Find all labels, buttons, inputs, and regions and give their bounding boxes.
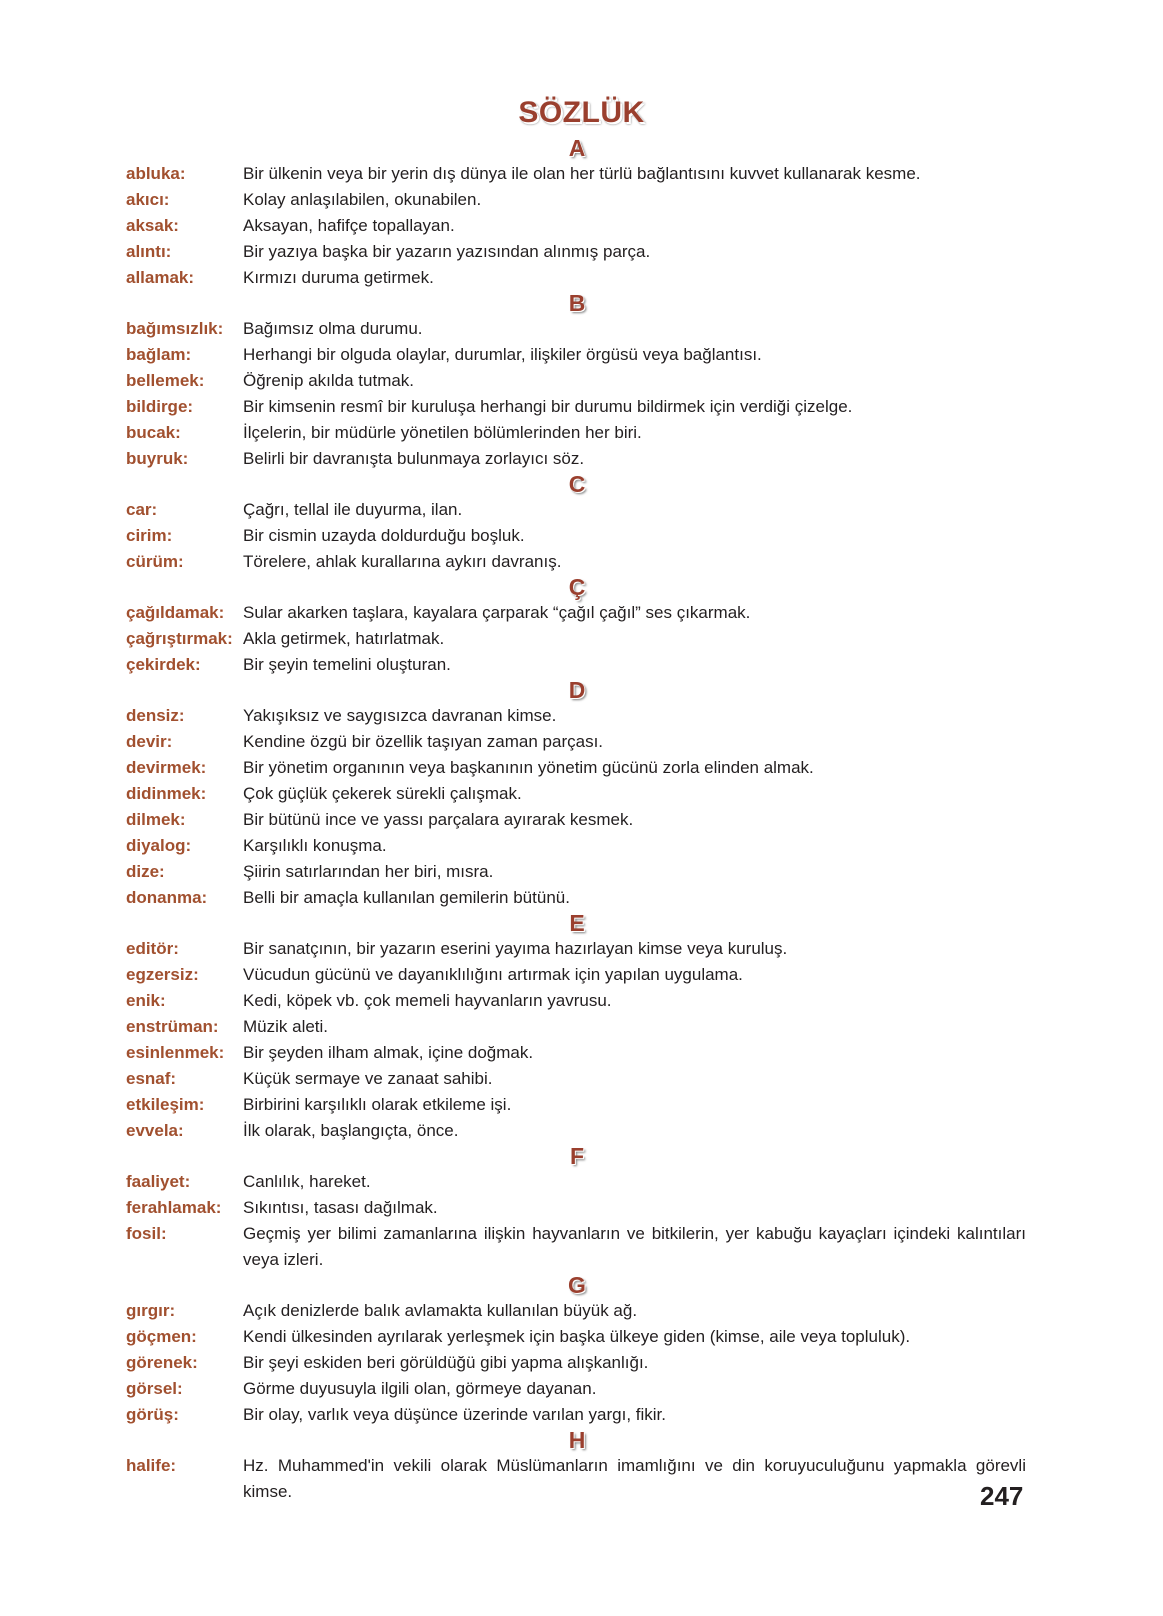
section-letter: G	[568, 1272, 586, 1298]
dictionary-entry	[126, 859, 1036, 885]
entry-term: halife:	[126, 1456, 177, 1475]
entry-term: cürüm:	[126, 552, 184, 571]
entry-term: akıcı:	[126, 190, 170, 209]
dictionary-entry	[126, 729, 1036, 755]
dictionary-list	[126, 136, 1036, 1505]
entry-definition: Vücudun gücünü ve dayanıklılığını artırmak için yapılan uygulama.	[243, 965, 743, 984]
entry-definition: Bir ülkenin veya bir yerin dış dünya ile olan her türlü bağlantısını kuvvet kullanarak kesme.	[243, 164, 921, 183]
dictionary-entry	[126, 213, 1036, 239]
entry-definition: Bir yönetim organının veya başkanının yönetim gücünü zorla elinden almak.	[243, 758, 814, 777]
dictionary-entry	[126, 1376, 1036, 1402]
dictionary-entry	[126, 1169, 1036, 1195]
entry-definition: Karşılıklı konuşma.	[243, 836, 387, 855]
dictionary-entry	[126, 316, 1036, 342]
entry-term: çekirdek:	[126, 655, 201, 674]
dictionary-entry	[126, 833, 1036, 859]
entry-definition: Öğrenip akılda tutmak.	[243, 371, 415, 390]
entry-definition: Akla getirmek, hatırlatmak.	[243, 629, 445, 648]
entry-term: egzersiz:	[126, 965, 199, 984]
entry-definition: Sular akarken taşlara, kayalara çarparak “çağıl çağıl” ses çıkarmak.	[243, 603, 751, 622]
dictionary-entry	[126, 600, 1036, 626]
entry-term: diyalog:	[126, 836, 192, 855]
section-letter: H	[568, 1427, 586, 1453]
entry-definition: İlk olarak, başlangıçta, önce.	[243, 1121, 459, 1140]
entry-term: donanma:	[126, 888, 208, 907]
entry-term: devir:	[126, 732, 173, 751]
entry-definition: Bir olay, varlık veya düşünce üzerinde varılan yargı, fikir.	[243, 1405, 666, 1424]
entry-definition: Aksayan, hafifçe topallayan.	[243, 216, 455, 235]
entry-term: enik:	[126, 991, 166, 1010]
entry-term: car:	[126, 500, 158, 519]
dictionary-entry	[126, 626, 1036, 652]
entry-term: bucak:	[126, 423, 181, 442]
entry-term: fosil:	[126, 1224, 167, 1243]
entry-term: dize:	[126, 862, 165, 881]
entry-term: esinlenmek:	[126, 1043, 225, 1062]
entry-term: densiz:	[126, 706, 185, 725]
entry-term: bağlam:	[126, 345, 192, 364]
entry-definition: Bir kimsenin resmî bir kuruluşa herhangi bir durumu bildirmek için verdiği çizelge.	[243, 397, 853, 416]
section-letter: Ç	[568, 574, 586, 600]
dictionary-entry	[126, 239, 1036, 265]
entry-term: göçmen:	[126, 1327, 197, 1346]
dictionary-entry	[126, 265, 1036, 291]
entry-term: görsel:	[126, 1379, 183, 1398]
entry-term: allamak:	[126, 268, 195, 287]
dictionary-entry	[126, 885, 1036, 911]
dictionary-entry	[126, 1402, 1036, 1428]
entry-term: devirmek:	[126, 758, 207, 777]
dictionary-entry	[126, 988, 1036, 1014]
dictionary-entry	[126, 781, 1036, 807]
entry-term: gırgır:	[126, 1301, 176, 1320]
entry-term: çağıldamak:	[126, 603, 225, 622]
entry-definition: Kendine özgü bir özellik taşıyan zaman parçası.	[243, 732, 604, 751]
entry-term: bağımsızlık:	[126, 319, 224, 338]
entry-definition: Bir bütünü ince ve yassı parçalara ayırarak kesmek.	[243, 810, 634, 829]
dictionary-entry	[126, 1040, 1036, 1066]
dictionary-entry	[126, 962, 1036, 988]
dictionary-entry	[126, 1195, 1036, 1221]
entry-definition: Bir şeyin temelini oluşturan.	[243, 655, 451, 674]
entry-term: buyruk:	[126, 449, 189, 468]
dictionary-entry	[126, 549, 1036, 575]
dictionary-entry	[126, 420, 1036, 446]
entry-definition: Törelere, ahlak kurallarına aykırı davranış.	[243, 552, 562, 571]
entry-term: faaliyet:	[126, 1172, 191, 1191]
section-letter: C	[568, 471, 586, 497]
entry-definition: Geçmiş yer bilimi zamanlarına ilişkin hayvanların ve bitkilerin, yer kabuğu kayaçları içindeki kalıntıları veya izleri.	[243, 1224, 1026, 1269]
dictionary-entry	[126, 652, 1036, 678]
dictionary-entry	[126, 446, 1036, 472]
entry-definition: Belli bir amaçla kullanılan gemilerin bütünü.	[243, 888, 570, 907]
section-letter: A	[568, 135, 586, 161]
entry-term: etkileşim:	[126, 1095, 205, 1114]
entry-definition: Bir yazıya başka bir yazarın yazısından alınmış parça.	[243, 242, 651, 261]
entry-definition: Şiirin satırlarından her biri, mısra.	[243, 862, 494, 881]
entry-definition: Hz. Muhammed'in vekili olarak Müslümanların imamlığını ve din koruyuculuğunu yapmakla görevli kimse.	[243, 1456, 1026, 1501]
entry-definition: Kolay anlaşılabilen, okunabilen.	[243, 190, 482, 209]
entry-definition: Çağrı, tellal ile duyurma, ilan.	[243, 500, 463, 519]
entry-definition: Bir şeyi eskiden beri görüldüğü gibi yapma alışkanlığı.	[243, 1353, 649, 1372]
entry-term: dilmek:	[126, 810, 186, 829]
entry-term: alıntı:	[126, 242, 172, 261]
entry-definition: Görme duyusuyla ilgili olan, görmeye dayanan.	[243, 1379, 597, 1398]
dictionary-entry	[126, 1324, 1036, 1350]
entry-definition: Kedi, köpek vb. çok memeli hayvanların yavrusu.	[243, 991, 612, 1010]
entry-definition: Açık denizlerde balık avlamakta kullanılan büyük ağ.	[243, 1301, 638, 1320]
dictionary-entry	[126, 497, 1036, 523]
dictionary-entry	[126, 1350, 1036, 1376]
dictionary-entry	[126, 1453, 1036, 1505]
entry-term: görüş:	[126, 1405, 179, 1424]
entry-term: ferahlamak:	[126, 1198, 222, 1217]
section-letter: F	[569, 1143, 585, 1169]
entry-definition: Bir cismin uzayda doldurduğu boşluk.	[243, 526, 525, 545]
entry-definition: Küçük sermaye ve zanaat sahibi.	[243, 1069, 493, 1088]
entry-term: cirim:	[126, 526, 173, 545]
entry-definition: Belirli bir davranışta bulunmaya zorlayıcı söz.	[243, 449, 585, 468]
entry-definition: Kendi ülkesinden ayrılarak yerleşmek için başka ülkeye giden (kimse, aile veya topluluk).	[243, 1327, 911, 1346]
entry-definition: Kırmızı duruma getirmek.	[243, 268, 434, 287]
entry-definition: Müzik aleti.	[243, 1017, 329, 1036]
entry-term: editör:	[126, 939, 179, 958]
entry-definition: İlçelerin, bir müdürle yönetilen bölümlerinden her biri.	[243, 423, 642, 442]
entry-term: abluka:	[126, 164, 186, 183]
dictionary-entry	[126, 1298, 1036, 1324]
dictionary-entry	[126, 368, 1036, 394]
dictionary-entry	[126, 807, 1036, 833]
dictionary-entry	[126, 161, 1036, 187]
entry-definition: Bir sanatçının, bir yazarın eserini yayıma hazırlayan kimse veya kuruluş.	[243, 939, 788, 958]
dictionary-entry	[126, 1118, 1036, 1144]
dictionary-entry	[126, 394, 1036, 420]
entry-definition: Herhangi bir olguda olaylar, durumlar, ilişkiler örgüsü veya bağlantısı.	[243, 345, 762, 364]
section-letter: B	[568, 290, 586, 316]
entry-definition: Canlılık, hareket.	[243, 1172, 371, 1191]
entry-definition: Çok güçlük çekerek sürekli çalışmak.	[243, 784, 522, 803]
dictionary-entry	[126, 187, 1036, 213]
dictionary-entry	[126, 342, 1036, 368]
dictionary-entry	[126, 1066, 1036, 1092]
entry-term: enstrüman:	[126, 1017, 219, 1036]
entry-term: bildirge:	[126, 397, 194, 416]
section-letter: D	[568, 677, 586, 703]
dictionary-entry	[126, 755, 1036, 781]
entry-definition: Sıkıntısı, tasası dağılmak.	[243, 1198, 438, 1217]
page-number: 247	[980, 1481, 1024, 1511]
entry-term: görenek:	[126, 1353, 198, 1372]
entry-definition: Yakışıksız ve saygısızca davranan kimse.	[243, 706, 557, 725]
entry-definition: Birbirini karşılıklı olarak etkileme işi.	[243, 1095, 512, 1114]
dictionary-entry	[126, 703, 1036, 729]
entry-definition: Bir şeyden ilham almak, içine doğmak.	[243, 1043, 534, 1062]
entry-term: didinmek:	[126, 784, 207, 803]
entry-term: bellemek:	[126, 371, 205, 390]
dictionary-entry	[126, 1221, 1036, 1273]
dictionary-entry	[126, 1014, 1036, 1040]
dictionary-entry	[126, 936, 1036, 962]
section-letter: E	[569, 910, 585, 936]
entry-term: esnaf:	[126, 1069, 177, 1088]
dictionary-entry	[126, 523, 1036, 549]
entry-term: evvela:	[126, 1121, 184, 1140]
dictionary-entry	[126, 1092, 1036, 1118]
entry-definition: Bağımsız olma durumu.	[243, 319, 423, 338]
page-title: SÖZLÜK	[518, 96, 645, 129]
entry-term: çağrıştırmak:	[126, 629, 233, 648]
entry-term: aksak:	[126, 216, 179, 235]
